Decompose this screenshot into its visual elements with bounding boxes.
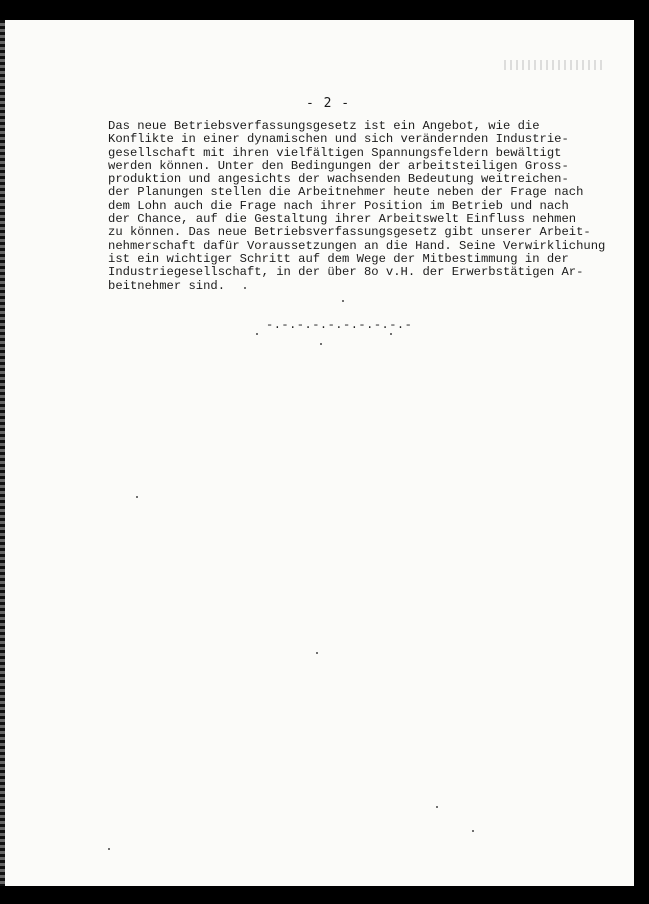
body-paragraph bbox=[108, 120, 628, 293]
scan-speck bbox=[256, 333, 258, 335]
section-separator: -.-.-.-.-.-.-.-.-.- bbox=[266, 318, 413, 332]
text-line: dem Lohn auch die Frage nach ihrer Position im Betrieb und nach bbox=[108, 198, 569, 213]
scan-speck bbox=[390, 333, 392, 335]
scan-border-bottom bbox=[0, 886, 649, 904]
scan-speck bbox=[436, 806, 438, 808]
text-line: der Planungen stellen die Arbeitnehmer heute neben der Frage nach bbox=[108, 185, 584, 200]
scan-speck bbox=[316, 652, 318, 654]
page-number: - 2 - bbox=[306, 96, 351, 111]
text-line: nehmerschaft dafür Voraussetzungen an die Hand. Seine Verwirklichung bbox=[108, 238, 606, 253]
text-line: ist ein wichtiger Schritt auf dem Wege der Mitbestimmung in der bbox=[108, 251, 569, 266]
scan-speck bbox=[244, 287, 246, 289]
scan-speck bbox=[108, 848, 110, 850]
scan-speck bbox=[342, 300, 344, 302]
text-line: gesellschaft mit ihren vielfältigen Spannungsfeldern bewältigt bbox=[108, 145, 562, 160]
text-line: produktion und angesichts der wachsenden Bedeutung weitreichen- bbox=[108, 172, 569, 187]
scan-border-top bbox=[0, 0, 649, 20]
text-line: Industriegesellschaft, in der über 8o v.H. der Erwerbstätigen Ar- bbox=[108, 265, 584, 280]
scan-border-left bbox=[0, 20, 5, 886]
text-line: werden können. Unter den Bedingungen der arbeitsteiligen Gross- bbox=[108, 158, 569, 173]
scan-smudge bbox=[504, 60, 604, 70]
scan-speck bbox=[472, 830, 474, 832]
text-line: der Chance, auf die Gestaltung ihrer Arbeitswelt Einfluss nehmen bbox=[108, 212, 577, 227]
scan-speck bbox=[320, 343, 322, 345]
text-line: beitnehmer sind. bbox=[108, 278, 226, 293]
text-line: Konflikte in einer dynamischen und sich verändernden Industrie- bbox=[108, 132, 569, 147]
text-line: Das neue Betriebsverfassungsgesetz ist ein Angebot, wie die bbox=[108, 119, 540, 133]
scan-speck bbox=[136, 496, 138, 498]
text-line: zu können. Das neue Betriebsverfassungsgesetz gibt unserer Arbeit- bbox=[108, 225, 591, 240]
scan-border-right bbox=[634, 0, 649, 904]
